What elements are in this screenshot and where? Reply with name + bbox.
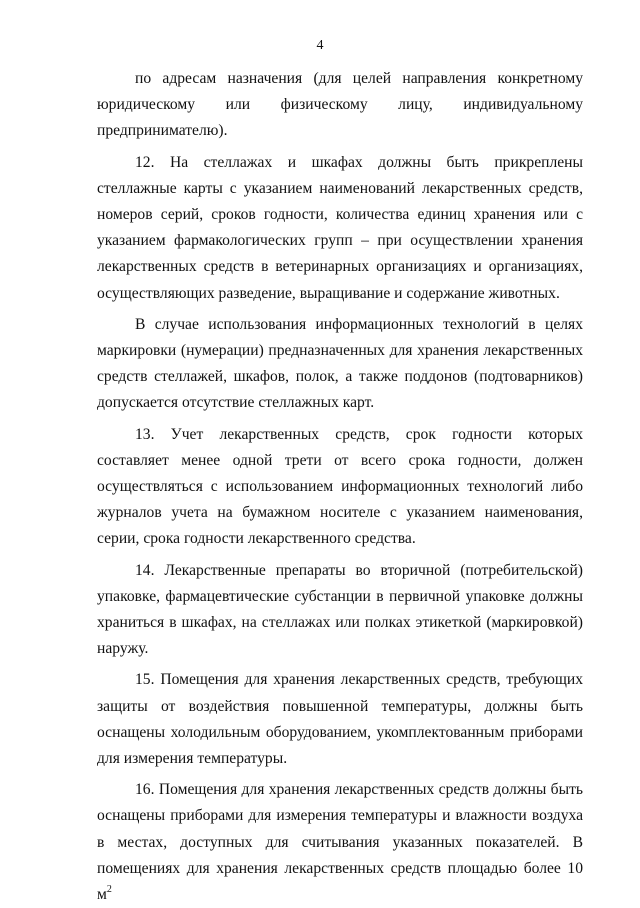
paragraph-12: 12. На стеллажах и шкафах должны быть прикреплены стеллажные карты с указанием наименований лекарственных средств, номеров серий, сроков годности, количества единиц хранения или с указанием фармакологических групп – при осуществлении хранения лекарственных средств в ветеринарных организациях и организациях, осуществляющих разведение, выращивание и содержание животных.: [97, 153, 583, 302]
document-body: [97, 66, 583, 908]
paragraph-13: 13. Учет лекарственных средств, срок годности которых составляет менее одной трети от всего срока годности, должен осуществляться с использованием информационных технологий либо журналов учета на бумажном носителе с указанием наименования, серии, срока годности лекарственного средства.: [97, 425, 583, 548]
paragraph-16: [97, 777, 583, 908]
paragraph-12-note: В случае использования информационных технологий в целях маркировки (нумерации) предназначенных для хранения лекарственных средств стеллажей, шкафов, полок, а также поддонов (подтоварников) допускается отсутствие стеллажных карт.: [97, 315, 583, 412]
paragraph-14: 14. Лекарственные препараты во вторичной (потребительской) упаковке, фармацевтические субстанции в первичной упаковке должны храниться в шкафах, на стеллажах или полках этикеткой (маркировкой) наружу.: [97, 561, 583, 658]
paragraph-16-text: 16. Помещения для хранения лекарственных средств должны быть оснащены приборами для измерения температуры и влажности воздуха в местах, доступных для считывания указанных показателей. В помещениях для хранения лекарственных средств площадью более 10 м: [97, 781, 583, 904]
superscript-square: 2: [106, 884, 112, 896]
paragraph-15: 15. Помещения для хранения лекарственных средств, требующих защиты от воздействия повышенной температуры, должны быть оснащены холодильным оборудованием, укомплектованным приборами для измерения температуры.: [97, 671, 583, 768]
page-number: 4: [316, 38, 324, 53]
paragraph-continuation: по адресам назначения (для целей направления конкретному юридическому или физическому лицу, индивидуальному предпринимателю).: [97, 70, 583, 140]
